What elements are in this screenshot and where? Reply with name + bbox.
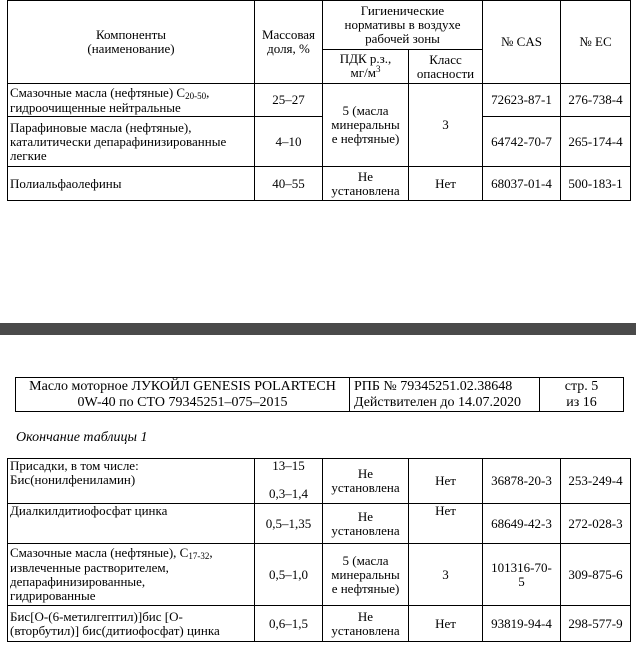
- doc-title: Масло моторное ЛУКОЙЛ GENESIS POLARTECH 0W-40 по СТО 79345251–075–2015: [16, 378, 350, 412]
- components-table-top: [7, 0, 631, 201]
- page-separator: [0, 323, 636, 335]
- header-ec: № EC: [561, 1, 631, 84]
- row-additives-cas: 36878-20-3: [483, 459, 561, 504]
- row2-ec: 265-174-4: [561, 117, 631, 167]
- row-additives-hazard: Нет: [409, 459, 483, 504]
- row1-cas: 72623-87-1: [483, 84, 561, 117]
- row-zddp-ec: 272-028-3: [561, 504, 631, 544]
- row1-mass: 25–27: [255, 84, 323, 117]
- row2-mass: 4–10: [255, 117, 323, 167]
- row2-name: Парафиновые масла (нефтяные), каталитически депарафинизированные легкие: [8, 117, 255, 167]
- row-bis-ec: 298-577-9: [561, 606, 631, 642]
- row3-hazard: Нет: [409, 167, 483, 201]
- row-bis-cas: 93819-94-4: [483, 606, 561, 642]
- row-oils-name: Смазочные масла (нефтяные), $С_{17-32}$, извлеченные растворителем, депарафинизированные, гидрированные: [8, 544, 255, 606]
- row-zddp-pdk: Не установлена: [323, 504, 409, 544]
- header-components: Компоненты (наименование): [8, 1, 255, 84]
- row-bis-name: Бис[О-(6-метилгептил)]бис [О- (вторбутил)] бис(дитиофосфат) цинка: [8, 606, 255, 642]
- header-hygiene: Гигиенические нормативы в воздухе рабочей зоны: [323, 1, 483, 50]
- row-additives-mass: 13–15 0,3–1,4: [255, 459, 323, 504]
- row-zddp-cas: 68649-42-3: [483, 504, 561, 544]
- header-hazard: Класс опасности: [409, 50, 483, 84]
- row-oils-mass: 0,5–1,0: [255, 544, 323, 606]
- row3-cas: 68037-01-4: [483, 167, 561, 201]
- row-oils-cas: 101316-70- 5: [483, 544, 561, 606]
- row3-ec: 500-183-1: [561, 167, 631, 201]
- document-header: [15, 377, 624, 412]
- row3-mass: 40–55: [255, 167, 323, 201]
- row1-ec: 276-738-4: [561, 84, 631, 117]
- header-pdk: ПДК р.з., $мг/м^3$: [323, 50, 409, 84]
- merged-pdk: 5 (масла минеральны е нефтяные): [323, 84, 409, 167]
- table-caption: Окончание таблицы 1: [16, 430, 148, 445]
- row-additives-ec: 253-249-4: [561, 459, 631, 504]
- row1-name: Смазочные масла (нефтяные) $С_{20-50}$, гидроочищенные нейтральные: [8, 84, 255, 117]
- merged-hazard: 3: [409, 84, 483, 167]
- row-oils-hazard: 3: [409, 544, 483, 606]
- rpb-number: РПБ № 79345251.02.38648 Действителен до 14.07.2020: [350, 378, 540, 412]
- row3-name: Полиальфаолефины: [8, 167, 255, 201]
- row-additives-name: Присадки, в том числе: Бис(нонилфениламин): [8, 459, 255, 504]
- row-bis-mass: 0,6–1,5: [255, 606, 323, 642]
- row-zddp-hazard: Нет: [409, 504, 483, 544]
- header-cas: № CAS: [483, 1, 561, 84]
- row-bis-hazard: Нет: [409, 606, 483, 642]
- row2-cas: 64742-70-7: [483, 117, 561, 167]
- row-oils-pdk: 5 (масла минеральны е нефтяные): [323, 544, 409, 606]
- row-zddp-mass: 0,5–1,35: [255, 504, 323, 544]
- components-table-bottom: [7, 458, 631, 642]
- row-oils-ec: 309-875-6: [561, 544, 631, 606]
- row3-pdk: Не установлена: [323, 167, 409, 201]
- page-number: стр. 5 из 16: [540, 378, 624, 412]
- row-additives-pdk: Не установлена: [323, 459, 409, 504]
- row-bis-pdk: Не установлена: [323, 606, 409, 642]
- row-zddp-name: Диалкилдитиофосфат цинка: [8, 504, 255, 544]
- header-mass: Массовая доля, %: [255, 1, 323, 84]
